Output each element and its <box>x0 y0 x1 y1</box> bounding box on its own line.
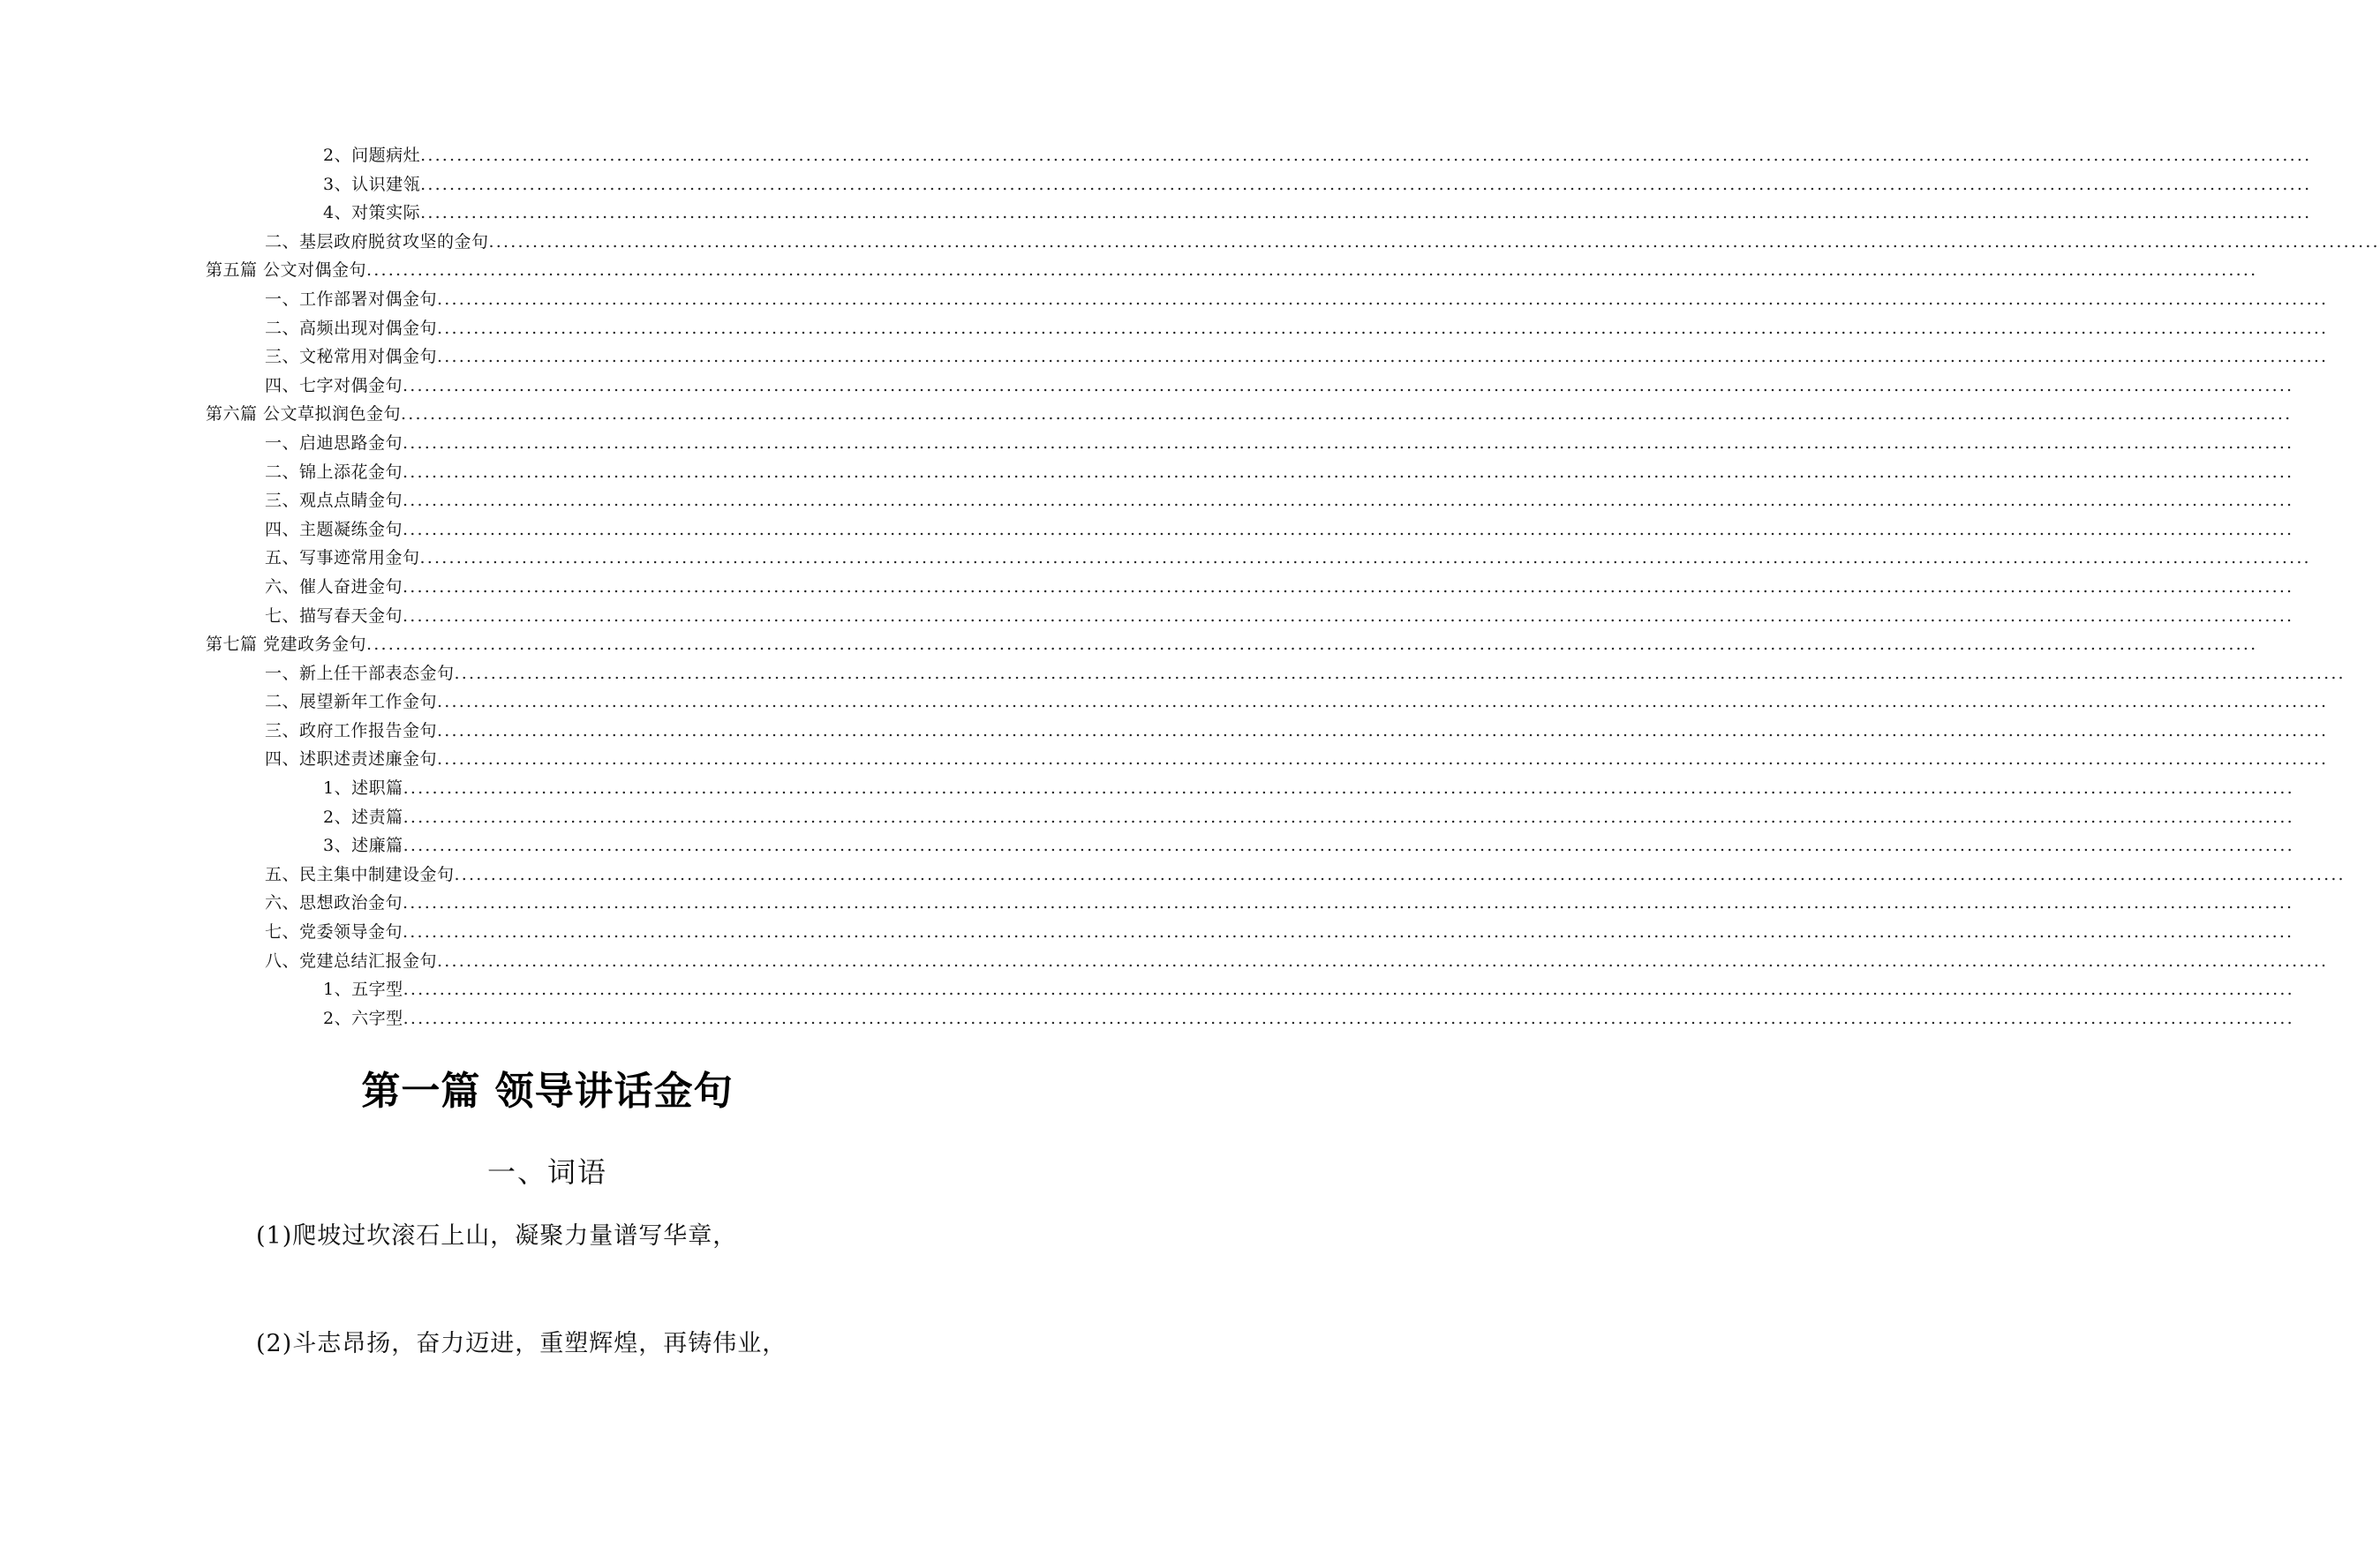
toc-dot-leader: .................................................................................................................................................................................................................................................................... <box>419 548 2311 568</box>
toc-entry[interactable] <box>0 659 2346 688</box>
toc-dot-leader: .................................................................................................................................................................................................................................................................... <box>403 836 2294 856</box>
toc-entry-label: 六、催人奋进金句 <box>265 576 403 597</box>
toc-entry-label: 三、观点点睛金句 <box>265 491 403 511</box>
toc-dot-leader: .................................................................................................................................................................................................................................................................... <box>454 663 2346 683</box>
toc-entry[interactable] <box>0 860 2346 890</box>
toc-dot-leader: .................................................................................................................................................................................................................................................................... <box>403 519 2294 539</box>
toc-entry[interactable] <box>0 199 2312 228</box>
toc-dot-leader: .................................................................................................................................................................................................................................................................... <box>403 807 2294 827</box>
toc-dot-leader: .................................................................................................................................................................................................................................................................... <box>403 462 2294 482</box>
toc-entry[interactable] <box>0 429 2294 458</box>
toc-entry-label: 七、党委领导金句 <box>265 922 403 943</box>
toc-dot-leader: .................................................................................................................................................................................................................................................................... <box>420 174 2312 194</box>
toc-entry[interactable] <box>0 745 2329 774</box>
toc-entry[interactable] <box>0 602 2294 631</box>
toc-entry[interactable] <box>0 544 2311 573</box>
toc-entry-label: 二、基层政府脱贫攻坚的金句 <box>265 231 489 252</box>
toc-entry[interactable] <box>0 688 2329 717</box>
toc-dot-leader: .................................................................................................................................................................................................................................................................... <box>437 749 2329 770</box>
toc-entry[interactable] <box>0 630 2258 659</box>
toc-entry[interactable] <box>0 947 2329 976</box>
toc-dot-leader: .................................................................................................................................................................................................................................................................... <box>403 605 2294 626</box>
toc-entry-label: 4、对策实际 <box>323 203 421 223</box>
toc-entry-label: 五、写事迹常用金句 <box>265 548 420 568</box>
toc-entry-label: 一、启迪思路金句 <box>265 432 403 453</box>
toc-entry-label: 第六篇 公文草拟润色金句 <box>206 404 402 425</box>
toc-entry[interactable] <box>0 774 2294 803</box>
toc-entry-label: 二、锦上添花金句 <box>265 462 403 482</box>
toc-entry[interactable] <box>0 486 2294 515</box>
toc-entry-label: 三、政府工作报告金句 <box>265 720 438 740</box>
toc-entry-label: 四、述职述责述廉金句 <box>265 749 438 770</box>
toc-entry[interactable] <box>0 372 2294 401</box>
toc-entry-label: 二、展望新年工作金句 <box>265 692 438 712</box>
toc-dot-leader: .................................................................................................................................................................................................................................................................... <box>401 404 2293 425</box>
toc-entry-label: 1、五字型 <box>323 980 403 1000</box>
toc-entry[interactable] <box>0 803 2294 832</box>
paragraph-2: (2)斗志昂扬，奋力迈进，重塑辉煌，再铸伟业， <box>256 1330 787 1357</box>
toc-entry[interactable] <box>0 285 2329 314</box>
toc-entry[interactable] <box>0 458 2294 487</box>
paragraph-1: (1)爬坡过坎滚石上山，凝聚力量谱写华章， <box>256 1222 738 1250</box>
toc-dot-leader: .................................................................................................................................................................................................................................................................... <box>403 576 2294 597</box>
toc-dot-leader: .................................................................................................................................................................................................................................................................... <box>437 318 2329 338</box>
toc-dot-leader: .................................................................................................................................................................................................................................................................... <box>366 260 2258 281</box>
toc-dot-leader: .................................................................................................................................................................................................................................................................... <box>437 692 2329 712</box>
toc-dot-leader: .................................................................................................................................................................................................................................................................... <box>488 231 2380 252</box>
toc-entry-label: 二、高频出现对偶金句 <box>265 318 438 338</box>
toc-entry-label: 三、文秘常用对偶金句 <box>265 347 438 367</box>
toc-entry[interactable] <box>0 1004 2294 1033</box>
toc-entry[interactable] <box>0 400 2293 429</box>
toc-entry-label: 五、民主集中制建设金句 <box>265 864 455 884</box>
toc-dot-leader: .................................................................................................................................................................................................................................................................... <box>437 720 2329 740</box>
part-title: 第一篇 领导讲话金句 <box>361 1069 734 1114</box>
toc-dot-leader: .................................................................................................................................................................................................................................................................... <box>366 635 2258 655</box>
toc-entry[interactable] <box>0 573 2294 602</box>
toc-dot-leader: .................................................................................................................................................................................................................................................................... <box>403 1008 2294 1028</box>
toc-entry[interactable] <box>0 831 2294 860</box>
toc-entry-label: 七、描写春天金句 <box>265 605 403 626</box>
toc-entry-label: 2、问题病灶 <box>323 146 421 165</box>
toc-entry[interactable] <box>0 256 2258 285</box>
toc-dot-leader: .................................................................................................................................................................................................................................................................... <box>403 980 2294 1000</box>
toc-dot-leader: .................................................................................................................................................................................................................................................................... <box>403 491 2294 511</box>
toc-entry-label: 八、党建总结汇报金句 <box>265 951 438 971</box>
toc-entry[interactable] <box>0 975 2294 1004</box>
toc-entry-label: 3、述廉篇 <box>323 836 403 856</box>
toc-entry[interactable] <box>0 918 2294 947</box>
toc-entry-label: 四、主题凝练金句 <box>265 519 403 539</box>
toc-dot-leader: .................................................................................................................................................................................................................................................................... <box>420 146 2312 165</box>
toc-entry-label: 一、新上任干部表态金句 <box>265 663 455 683</box>
toc-entry-label: 六、思想政治金句 <box>265 893 403 913</box>
section-title: 一、词语 <box>486 1155 607 1189</box>
toc-dot-leader: .................................................................................................................................................................................................................................................................... <box>437 289 2329 309</box>
toc-entry[interactable] <box>0 342 2329 372</box>
toc-dot-leader: .................................................................................................................................................................................................................................................................... <box>403 432 2294 453</box>
toc-entry-label: 2、述责篇 <box>323 807 403 827</box>
toc-dot-leader: .................................................................................................................................................................................................................................................................... <box>403 893 2294 913</box>
toc-entry[interactable] <box>0 314 2329 343</box>
toc-entry[interactable] <box>0 717 2329 746</box>
toc-entry[interactable] <box>0 141 2312 170</box>
toc-entry[interactable] <box>0 889 2294 918</box>
toc-entry[interactable] <box>0 228 2380 257</box>
toc-entry-label: 第五篇 公文对偶金句 <box>206 260 367 281</box>
toc-dot-leader: .................................................................................................................................................................................................................................................................... <box>403 922 2294 943</box>
toc-dot-leader: .................................................................................................................................................................................................................................................................... <box>454 864 2346 884</box>
toc-dot-leader: .................................................................................................................................................................................................................................................................... <box>403 375 2294 395</box>
toc-entry-label: 第七篇 党建政务金句 <box>206 635 367 655</box>
toc-dot-leader: .................................................................................................................................................................................................................................................................... <box>437 951 2329 971</box>
toc-dot-leader: .................................................................................................................................................................................................................................................................... <box>420 203 2312 223</box>
toc-entry-label: 一、工作部署对偶金句 <box>265 289 438 309</box>
toc-entry-label: 1、述职篇 <box>323 778 403 799</box>
toc-entry[interactable] <box>0 515 2294 545</box>
toc-dot-leader: .................................................................................................................................................................................................................................................................... <box>403 778 2294 799</box>
toc-dot-leader: .................................................................................................................................................................................................................................................................... <box>437 347 2329 367</box>
toc-entry[interactable] <box>0 170 2312 199</box>
toc-entry-label: 四、七字对偶金句 <box>265 375 403 395</box>
toc-entry-label: 2、六字型 <box>323 1008 403 1028</box>
table-of-contents <box>0 141 2380 1033</box>
toc-entry-label: 3、认识建瓴 <box>323 174 421 194</box>
